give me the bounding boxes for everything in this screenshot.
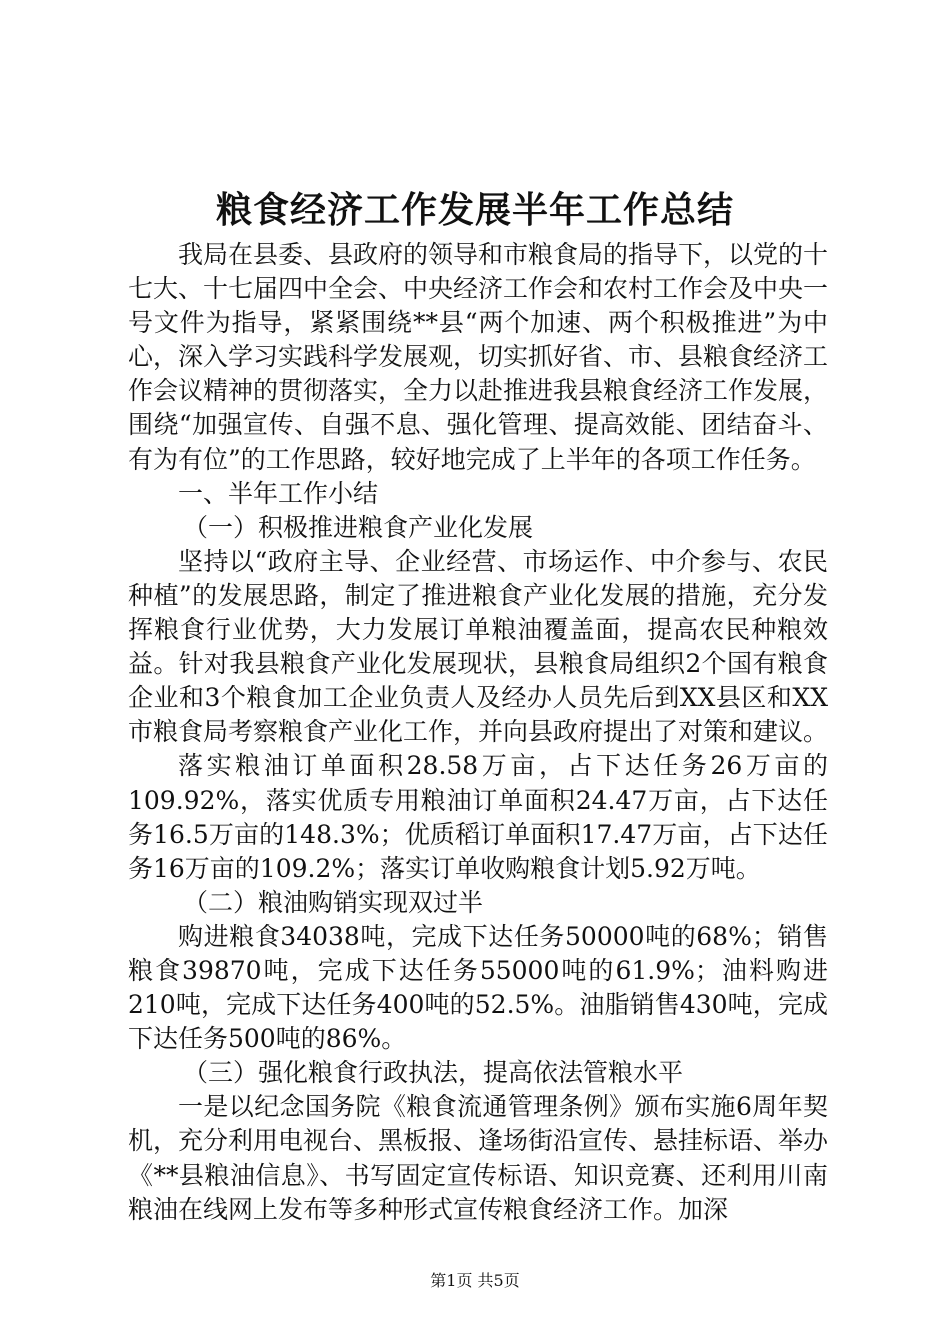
subsection-heading-3: （三）强化粮食行政执法，提高依法管粮水平 bbox=[183, 1058, 684, 1088]
enforcement-paragraph: 一是以纪念国务院《粮食流通管理条例》颁布实施6周年契机，充分利用电视台、黑板报、逢场街沿宣传、悬挂标语、举办《**县粮油信息》、书写固定宣传标语、知识竞赛、还利用川南粮油在线网上发布等多种形式宣传粮食经济工作。加深 bbox=[128, 1092, 829, 1224]
subsection-heading-2: （二）粮油购销实现双过半 bbox=[183, 887, 484, 917]
intro-paragraph: 我局在县委、县政府的领导和市粮食局的指导下，以党的十七大、十七届四中全会、中央经济工作会和农村工作会及中央一号文件为指导，紧紧围绕**县“两个加速、两个积极推进”为中心，深入学习实践科学发展观，切实抓好省、市、县粮食经济工作会议精神的贯彻落实，全力以赴推进我县粮食经济工作发展，围绕“加强宣传、自强不息、强化管理、提高效能、团结奋斗、有为有位”的工作思路，较好地完成了上半年的各项工作任务。 bbox=[128, 240, 829, 474]
industrialization-paragraph: 坚持以“政府主导、企业经营、市场运作、中介参与、农民种植”的发展思路，制定了推进粮食产业化发展的措施，充分发挥粮食行业优势，大力发展订单粮油覆盖面，提高农民种粮效益。针对我县粮食产业化发展现状，县粮食局组织2个国有粮食企业和3个粮食加工企业负责人及经办人员先后到XX县区和XX市粮食局考察粮食产业化工作，并向县政府提出了对策和建议。 bbox=[128, 546, 829, 747]
subsection-heading-1: （一）积极推进粮食产业化发展 bbox=[183, 512, 534, 542]
document-title: 粮食经济工作发展半年工作总结 bbox=[215, 189, 734, 231]
section-heading-1: 一、半年工作小结 bbox=[178, 478, 379, 508]
document-body bbox=[128, 238, 828, 1227]
order-area-paragraph: 落实粮油订单面积28.58万亩，占下达任务26万亩的109.92%，落实优质专用粮油订单面积24.47万亩，占下达任务16.5万亩的148.3%；优质稻订单面积17.47万亩，占下达任务16万亩的109.2%；落实订单收购粮食计划5.92万吨。 bbox=[128, 751, 828, 883]
page-number-footer: 第1页 共5页 bbox=[430, 1271, 520, 1290]
purchase-sales-paragraph: 购进粮食34038吨，完成下达任务50000吨的68%；销售粮食39870吨，完成下达任务55000吨的61.9%；油料购进210吨，完成下达任务400吨的52.5%。油脂销售430吨，完成下达任务500吨的86%。 bbox=[128, 921, 828, 1054]
